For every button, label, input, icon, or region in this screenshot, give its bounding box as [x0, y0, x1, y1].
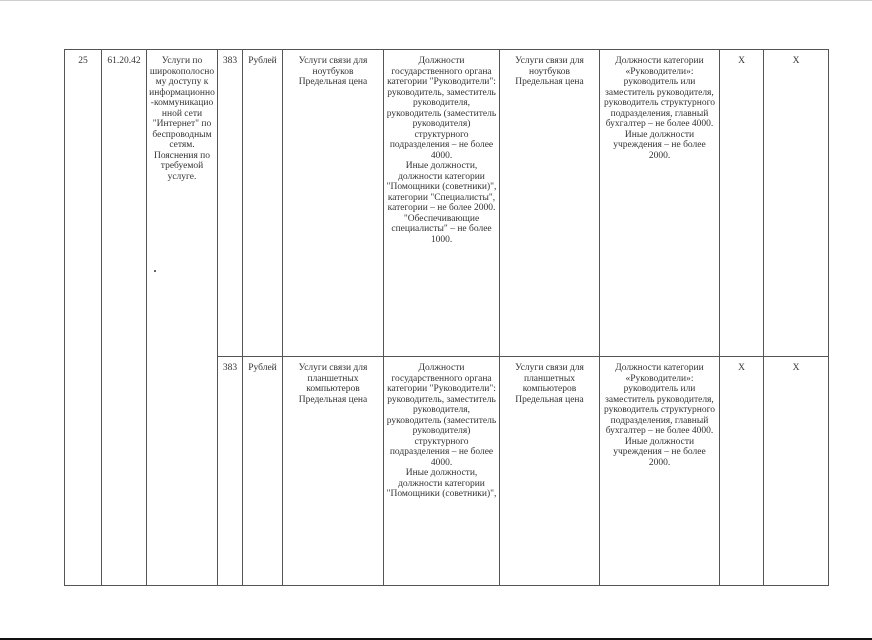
x-cell-1: Х: [720, 50, 764, 357]
characteristic-cell: Услуги связи для планшетных компьютеров Предельная цена: [283, 357, 384, 586]
state-value-cell: Должности государственного органа категории "Руководители": руководитель, заместитель руководителя, руководитель (заместитель руководителя) структурного подразделения – не более 4000. Иные должности, должности категории "Помощники (советники)", категории "Специалисты", категории – не более 2000. "Обеспечивающие специалисты" – не более 1000.: [384, 50, 500, 357]
unit-cell: Рублей: [243, 357, 283, 586]
stray-dot-mark: [154, 270, 156, 272]
institution-value-cell: Должности категории «Руководители»: руководитель или заместитель руководителя, руководитель структурного подразделения, главный бухгалтер – не более 4000. Иные должности учреждения – не более 2000.: [600, 357, 720, 586]
unit-cell: Рублей: [243, 50, 283, 357]
page-top-edge: [0, 0, 872, 1]
service-name-cell: Услуги по широкополосному доступу к информационно-коммуникационной сети "Интернет" по беспроводным сетям. Пояснения по требуемой услуге.: [147, 50, 218, 586]
x-cell-2: Х: [764, 50, 829, 357]
x-cell-2: Х: [764, 357, 829, 586]
characteristic-2-cell: Услуги связи для ноутбуков Предельная цена: [500, 50, 600, 357]
x-cell-1: Х: [720, 357, 764, 586]
okpd-code-cell: 61.20.42: [102, 50, 147, 586]
table-row: [65, 50, 829, 357]
okei-code-cell: 383: [218, 50, 243, 357]
okei-code-cell: 383: [218, 357, 243, 586]
institution-value-cell: Должности категории «Руководители»: руководитель или заместитель руководителя, руководитель структурного подразделения, главный бухгалтер – не более 4000. Иные должности учреждения – не более 2000.: [600, 50, 720, 357]
requirements-table: [64, 49, 829, 586]
row-number-cell: 25: [65, 50, 102, 586]
state-value-cell: Должности государственного органа категории "Руководители": руководитель, заместитель руководителя, руководитель (заместитель руководителя) структурного подразделения – не более 4000. Иные должности, должности категории "Помощники (советники)",: [384, 357, 500, 586]
characteristic-cell: Услуги связи для ноутбуков Предельная цена: [283, 50, 384, 357]
characteristic-2-cell: Услуги связи для планшетных компьютеров Предельная цена: [500, 357, 600, 586]
